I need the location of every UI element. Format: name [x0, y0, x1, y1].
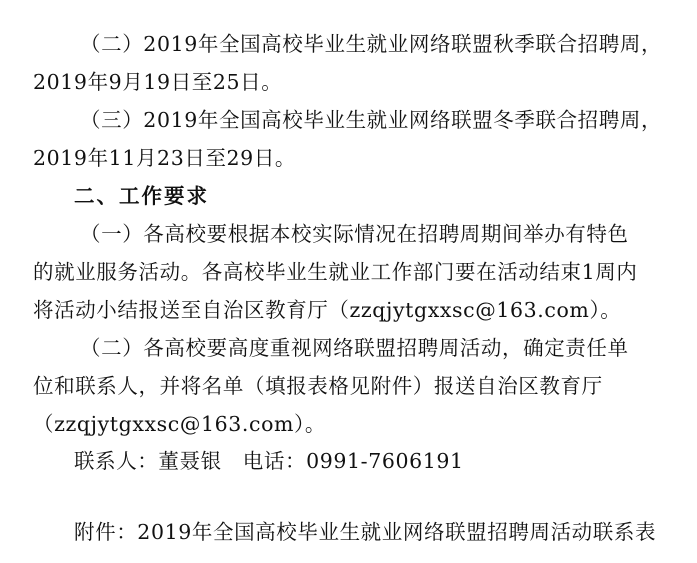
section-heading-work-requirements: 二、工作要求	[74, 184, 209, 208]
para-requirement-1-line-2: 的就业服务活动。各高校毕业生就业工作部门要在活动结束1周内	[33, 260, 638, 284]
attachment-line: 附件：2019年全国高校毕业生就业网络联盟招聘周活动联系表	[74, 520, 657, 544]
para-requirement-2-line-3: （zzqjytgxxsc@163.com）。	[33, 412, 327, 436]
para-winter-week-line-1: （三）2019年全国高校毕业生就业网络联盟冬季联合招聘周，	[80, 108, 663, 132]
para-requirement-1-line-1: （一）各高校要根据本校实际情况在招聘周期间举办有特色	[80, 222, 629, 246]
para-requirement-2-line-2: 位和联系人，并将名单（填报表格见附件）报送自治区教育厅	[33, 374, 603, 398]
para-winter-week-line-2: 2019年11月23日至29日。	[33, 146, 297, 170]
para-requirement-2-line-1: （二）各高校要高度重视网络联盟招聘周活动，确定责任单	[80, 336, 629, 360]
para-requirement-1-line-3: 将活动小结报送至自治区教育厅（zzqjytgxxsc@163.com）。	[33, 298, 622, 322]
contact-line: 联系人：董聂银 电话：0991-7606191	[74, 449, 464, 473]
para-autumn-week-line-2: 2019年9月19日至25日。	[33, 70, 283, 94]
para-autumn-week-line-1: （二）2019年全国高校毕业生就业网络联盟秋季联合招聘周，	[80, 32, 663, 56]
